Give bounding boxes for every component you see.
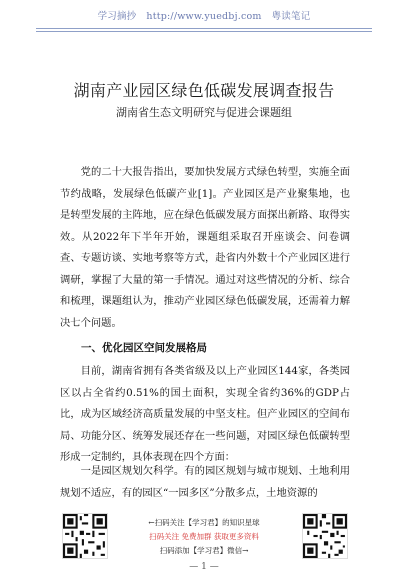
page-header <box>0 8 408 22</box>
header-rule-top <box>36 28 372 29</box>
section-paragraph-continued: 一是园区规划欠科学。有的园区规划与城市规划、土地利用规划不适应，有的园区“一园多区”分散多点，土地资源的 <box>60 465 350 499</box>
document-title: 湖南产业园区绿色低碳发展调查报告 <box>73 81 335 100</box>
qr-code-icon <box>303 514 347 558</box>
section-paragraph: 目前，湖南省拥有各类省级及以上产业园区144家，各类园区以占全省约0.51%的国土面积，实现全省约36%的GDP占比，成为区域经济高质量发展的中坚支柱。但产业园区的空间布局、功能分区、统筹发展还存在一些问题，对园区绿色低碳转型形成一定制约，具体表现在四个方面： <box>60 365 350 463</box>
promo-line-wechat[interactable]: 扫码添加【学习君】微信→ <box>159 546 249 555</box>
promo-line-knowledge-planet[interactable]: ←扫码关注【学习君】的知识星球 <box>148 518 260 527</box>
site-name-2: 粤读笔记 <box>271 11 311 22</box>
page-number: — 1 — <box>189 562 219 572</box>
site-name: 学习摘抄 <box>97 11 137 22</box>
header-rule-bottom <box>36 31 372 32</box>
intro-paragraph: 党的二十大报告指出，要加快发展方式绿色转型，实施全面节约战略，发展绿色低碳产业[1]。产业园区是产业聚集地，也是转型发展的主阵地，应在绿色低碳发展方面探出新路、取得实效。从2022年下半年开始，课题组采取召开座谈会、问卷调查、专题访谈、实地考察等方式，赴省内外数十个产业园区进行调研，掌握了大量的第一手情况。通过对这些情况的分析、综合和梳理，课题组认为，推动产业园区绿色低碳发展，还需着力解决七个问题。 <box>60 166 350 329</box>
site-url[interactable]: http://www.yuedbj.com <box>146 11 262 22</box>
document-author: 湖南省生态文明研究与促进会课题组 <box>116 106 292 119</box>
promo-text <box>108 516 300 558</box>
page-footer <box>0 510 408 580</box>
qr-code-left[interactable] <box>62 513 108 559</box>
promo-line-free-group: 扫码关注 免费加群 获取更多资料 <box>149 532 259 541</box>
qr-code-icon <box>63 514 107 558</box>
section-heading: 一、优化园区空间发展格局 <box>81 342 207 354</box>
qr-code-right[interactable] <box>302 513 348 559</box>
